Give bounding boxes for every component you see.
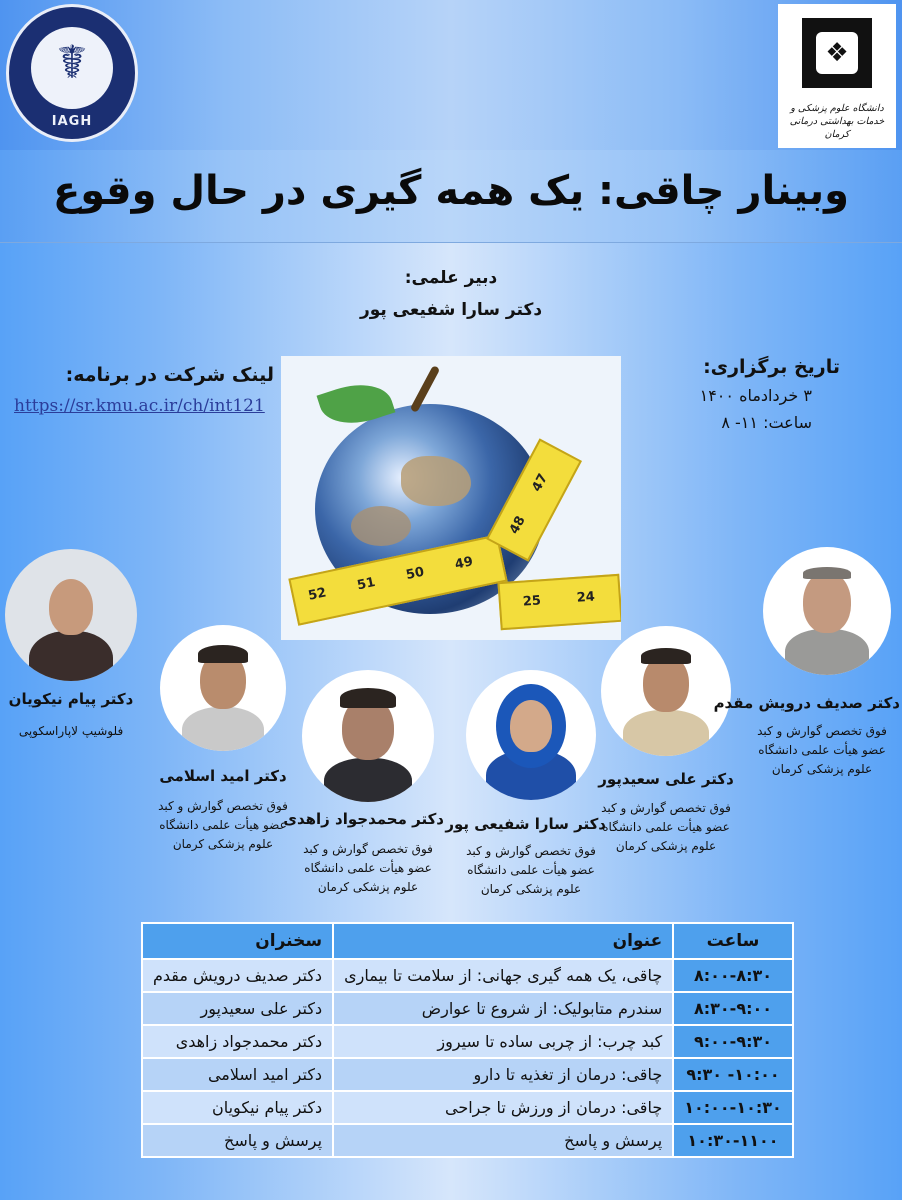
speaker-desc: فوق تخصص گوارش و کبد عضو هیأت علمی دانشگاه علوم پزشکی کرمان: [466, 844, 596, 896]
kmu-emblem-icon: ❖: [825, 38, 849, 68]
row-time: ۸:۰۰-۸:۳۰: [673, 959, 793, 992]
globe-landmass: [351, 506, 411, 546]
speaker-desc: فلوشیپ لاپاراسکوپی: [18, 724, 124, 738]
row-speaker: دکتر علی سعیدپور: [142, 992, 333, 1025]
speaker-name: دکتر امید اسلامی: [159, 767, 287, 785]
row-speaker: دکتر صدیف درویش مقدم: [142, 959, 333, 992]
speaker-desc: فوق تخصص گوارش و کبد عضو هیأت علمی دانشگاه علوم پزشکی کرمان: [601, 801, 731, 853]
row-speaker: دکتر امید اسلامی: [142, 1058, 333, 1091]
table-row: [142, 1058, 793, 1091]
participation-block: [14, 364, 274, 416]
tape-number: 52: [306, 585, 328, 604]
globe-landmass: [401, 456, 471, 506]
speaker-name: دکتر سارا شفیعی پور: [445, 815, 606, 833]
speaker-photo-nikooyan: [5, 549, 137, 681]
row-topic: چاقی: درمان از ورزش تا جراحی: [333, 1091, 673, 1124]
row-topic: چاقی: درمان از تغذیه تا دارو: [333, 1058, 673, 1091]
tape-number: 51: [355, 574, 377, 594]
speaker-name: دکتر صدیف درویش مقدم: [713, 694, 900, 712]
tape-number: 24: [576, 589, 596, 606]
row-time: ۹:۰۰-۹:۳۰: [673, 1025, 793, 1058]
schedule-table: [141, 922, 794, 1158]
row-time: ۱۰:۳۰-۱۱۰۰: [673, 1124, 793, 1157]
header-speaker: سخنران: [142, 923, 333, 959]
speaker-desc: فوق تخصص گوارش و کبد عضو هیأت علمی دانشگاه علوم پزشکی کرمان: [757, 724, 887, 776]
row-time: ۸:۳۰-۹:۰۰: [673, 992, 793, 1025]
table-row: [142, 959, 793, 992]
iagh-abbr: IAGH: [51, 114, 93, 129]
row-speaker: پرسش و پاسخ: [142, 1124, 333, 1157]
event-date-block: [640, 356, 840, 432]
row-speaker: دکتر پیام نیکویان: [142, 1091, 333, 1124]
header-time: ساعت: [673, 923, 793, 959]
liver-icon: ☤: [56, 35, 88, 89]
measuring-tape: [497, 574, 621, 630]
speaker-name: دکتر محمدجواد زاهدی: [283, 810, 444, 828]
tape-number: 47: [529, 471, 552, 495]
speaker-desc: فوق تخصص گوارش و کبد عضو هیأت علمی دانشگاه علوم پزشکی کرمان: [158, 799, 288, 851]
participation-link[interactable]: https://sr.kmu.ac.ir/ch/int121: [14, 396, 265, 416]
participation-label: لینک شرکت در برنامه:: [65, 364, 274, 386]
iagh-logo: [6, 4, 138, 142]
row-speaker: دکتر محمدجواد زاهدی: [142, 1025, 333, 1058]
speaker-photo-saeedpour: [601, 626, 731, 756]
row-topic: سندرم متابولیک: از شروع تا عوارض: [333, 992, 673, 1025]
scientific-secretary-name: دکتر سارا شفیعی پور: [359, 300, 543, 320]
speaker-photo-zahedi: [302, 670, 434, 802]
tape-number: 25: [522, 593, 542, 610]
tape-number: 50: [404, 564, 426, 584]
page-title: وبینار چاقی: یک همه گیری در حال وقوع: [52, 168, 850, 214]
tape-number: 48: [506, 513, 529, 537]
speaker-name: دکتر علی سعیدپور: [598, 770, 734, 788]
event-date: ۳ خردادماه ۱۴۰۰: [699, 386, 812, 405]
kmu-logo-text: دانشگاه علوم پزشکی و خدمات بهداشتی درمانی کرمان: [789, 103, 885, 140]
table-row: [142, 992, 793, 1025]
row-topic: کبد چرب: از چربی ساده تا سیروز: [333, 1025, 673, 1058]
table-row: [142, 1124, 793, 1157]
kmu-logo: [778, 4, 896, 148]
row-time: ۱۰:۰۰-۱۰:۳۰: [673, 1091, 793, 1124]
header-topic: عنوان: [333, 923, 673, 959]
speaker-desc: فوق تخصص گوارش و کبد عضو هیأت علمی دانشگاه علوم پزشکی کرمان: [303, 842, 433, 894]
row-time: ۹:۳۰ -۱۰:۰۰: [673, 1058, 793, 1091]
row-topic: چاقی، یک همه گیری جهانی: از سلامت تا بیماری: [333, 959, 673, 992]
iagh-emblem: [31, 27, 113, 109]
table-row: [142, 1025, 793, 1058]
speaker-photo-darvish-moghaddam: [763, 547, 891, 675]
speaker-name: دکتر پیام نیکویان: [8, 690, 134, 708]
scientific-secretary-label: دبیر علمی:: [404, 268, 498, 288]
schedule-header-row: [142, 923, 793, 959]
event-date-label: تاریخ برگزاری:: [703, 356, 840, 378]
hero-image: [281, 356, 621, 640]
speaker-photo-shafiepour: [466, 670, 596, 800]
speaker-photo-eslami: [160, 625, 286, 751]
tape-number: 49: [453, 554, 475, 573]
event-time: ساعت: ۱۱- ۸: [721, 413, 812, 432]
row-topic: پرسش و پاسخ: [333, 1124, 673, 1157]
table-row: [142, 1091, 793, 1124]
